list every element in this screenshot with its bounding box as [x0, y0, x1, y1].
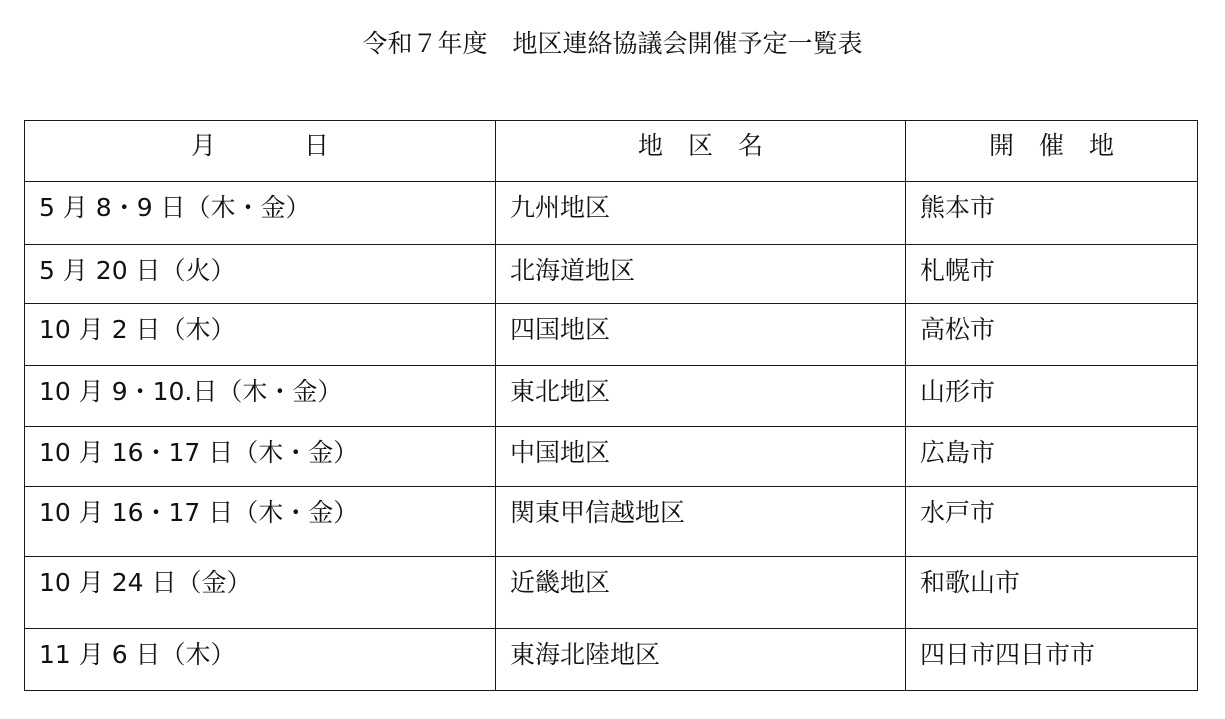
cell-date: 5 月 20 日（火）: [25, 245, 496, 304]
cell-venue: 札幌市: [906, 245, 1198, 304]
cell-date: 10 月 2 日（木）: [25, 304, 496, 366]
header-venue: 開 催 地: [906, 121, 1198, 182]
cell-venue: 四日市四日市市: [906, 629, 1198, 691]
cell-region: 近畿地区: [496, 557, 906, 629]
table-row: [25, 304, 1198, 366]
header-day: 日: [304, 131, 330, 160]
cell-date: 10 月 9・10.日（木・金）: [25, 366, 496, 427]
table-row: [25, 427, 1198, 487]
table-row: [25, 629, 1198, 691]
cell-venue: 広島市: [906, 427, 1198, 487]
cell-region: 四国地区: [496, 304, 906, 366]
table-row: [25, 366, 1198, 427]
cell-region: 中国地区: [496, 427, 906, 487]
cell-region: 関東甲信越地区: [496, 487, 906, 557]
cell-venue: 水戸市: [906, 487, 1198, 557]
cell-venue: 熊本市: [906, 182, 1198, 245]
cell-date: 5 月 8・9 日（木・金）: [25, 182, 496, 245]
cell-venue: 和歌山市: [906, 557, 1198, 629]
cell-region: 東海北陸地区: [496, 629, 906, 691]
cell-date: 10 月 16・17 日（木・金）: [25, 427, 496, 487]
table-row: [25, 557, 1198, 629]
schedule-table: [24, 120, 1198, 691]
cell-date: 11 月 6 日（木）: [25, 629, 496, 691]
header-date: [25, 121, 496, 182]
table-row: [25, 245, 1198, 304]
table-row: [25, 182, 1198, 245]
cell-venue: 山形市: [906, 366, 1198, 427]
header-month: 月: [190, 131, 216, 160]
cell-region: 東北地区: [496, 366, 906, 427]
header-region: 地 区 名: [496, 121, 906, 182]
cell-region: 九州地区: [496, 182, 906, 245]
cell-date: 10 月 16・17 日（木・金）: [25, 487, 496, 557]
document-title: 令和７年度 地区連絡協議会開催予定一覧表: [362, 29, 863, 58]
table-header-row: [25, 121, 1198, 182]
cell-venue: 高松市: [906, 304, 1198, 366]
table-row: [25, 487, 1198, 557]
cell-region: 北海道地区: [496, 245, 906, 304]
cell-date: 10 月 24 日（金）: [25, 557, 496, 629]
